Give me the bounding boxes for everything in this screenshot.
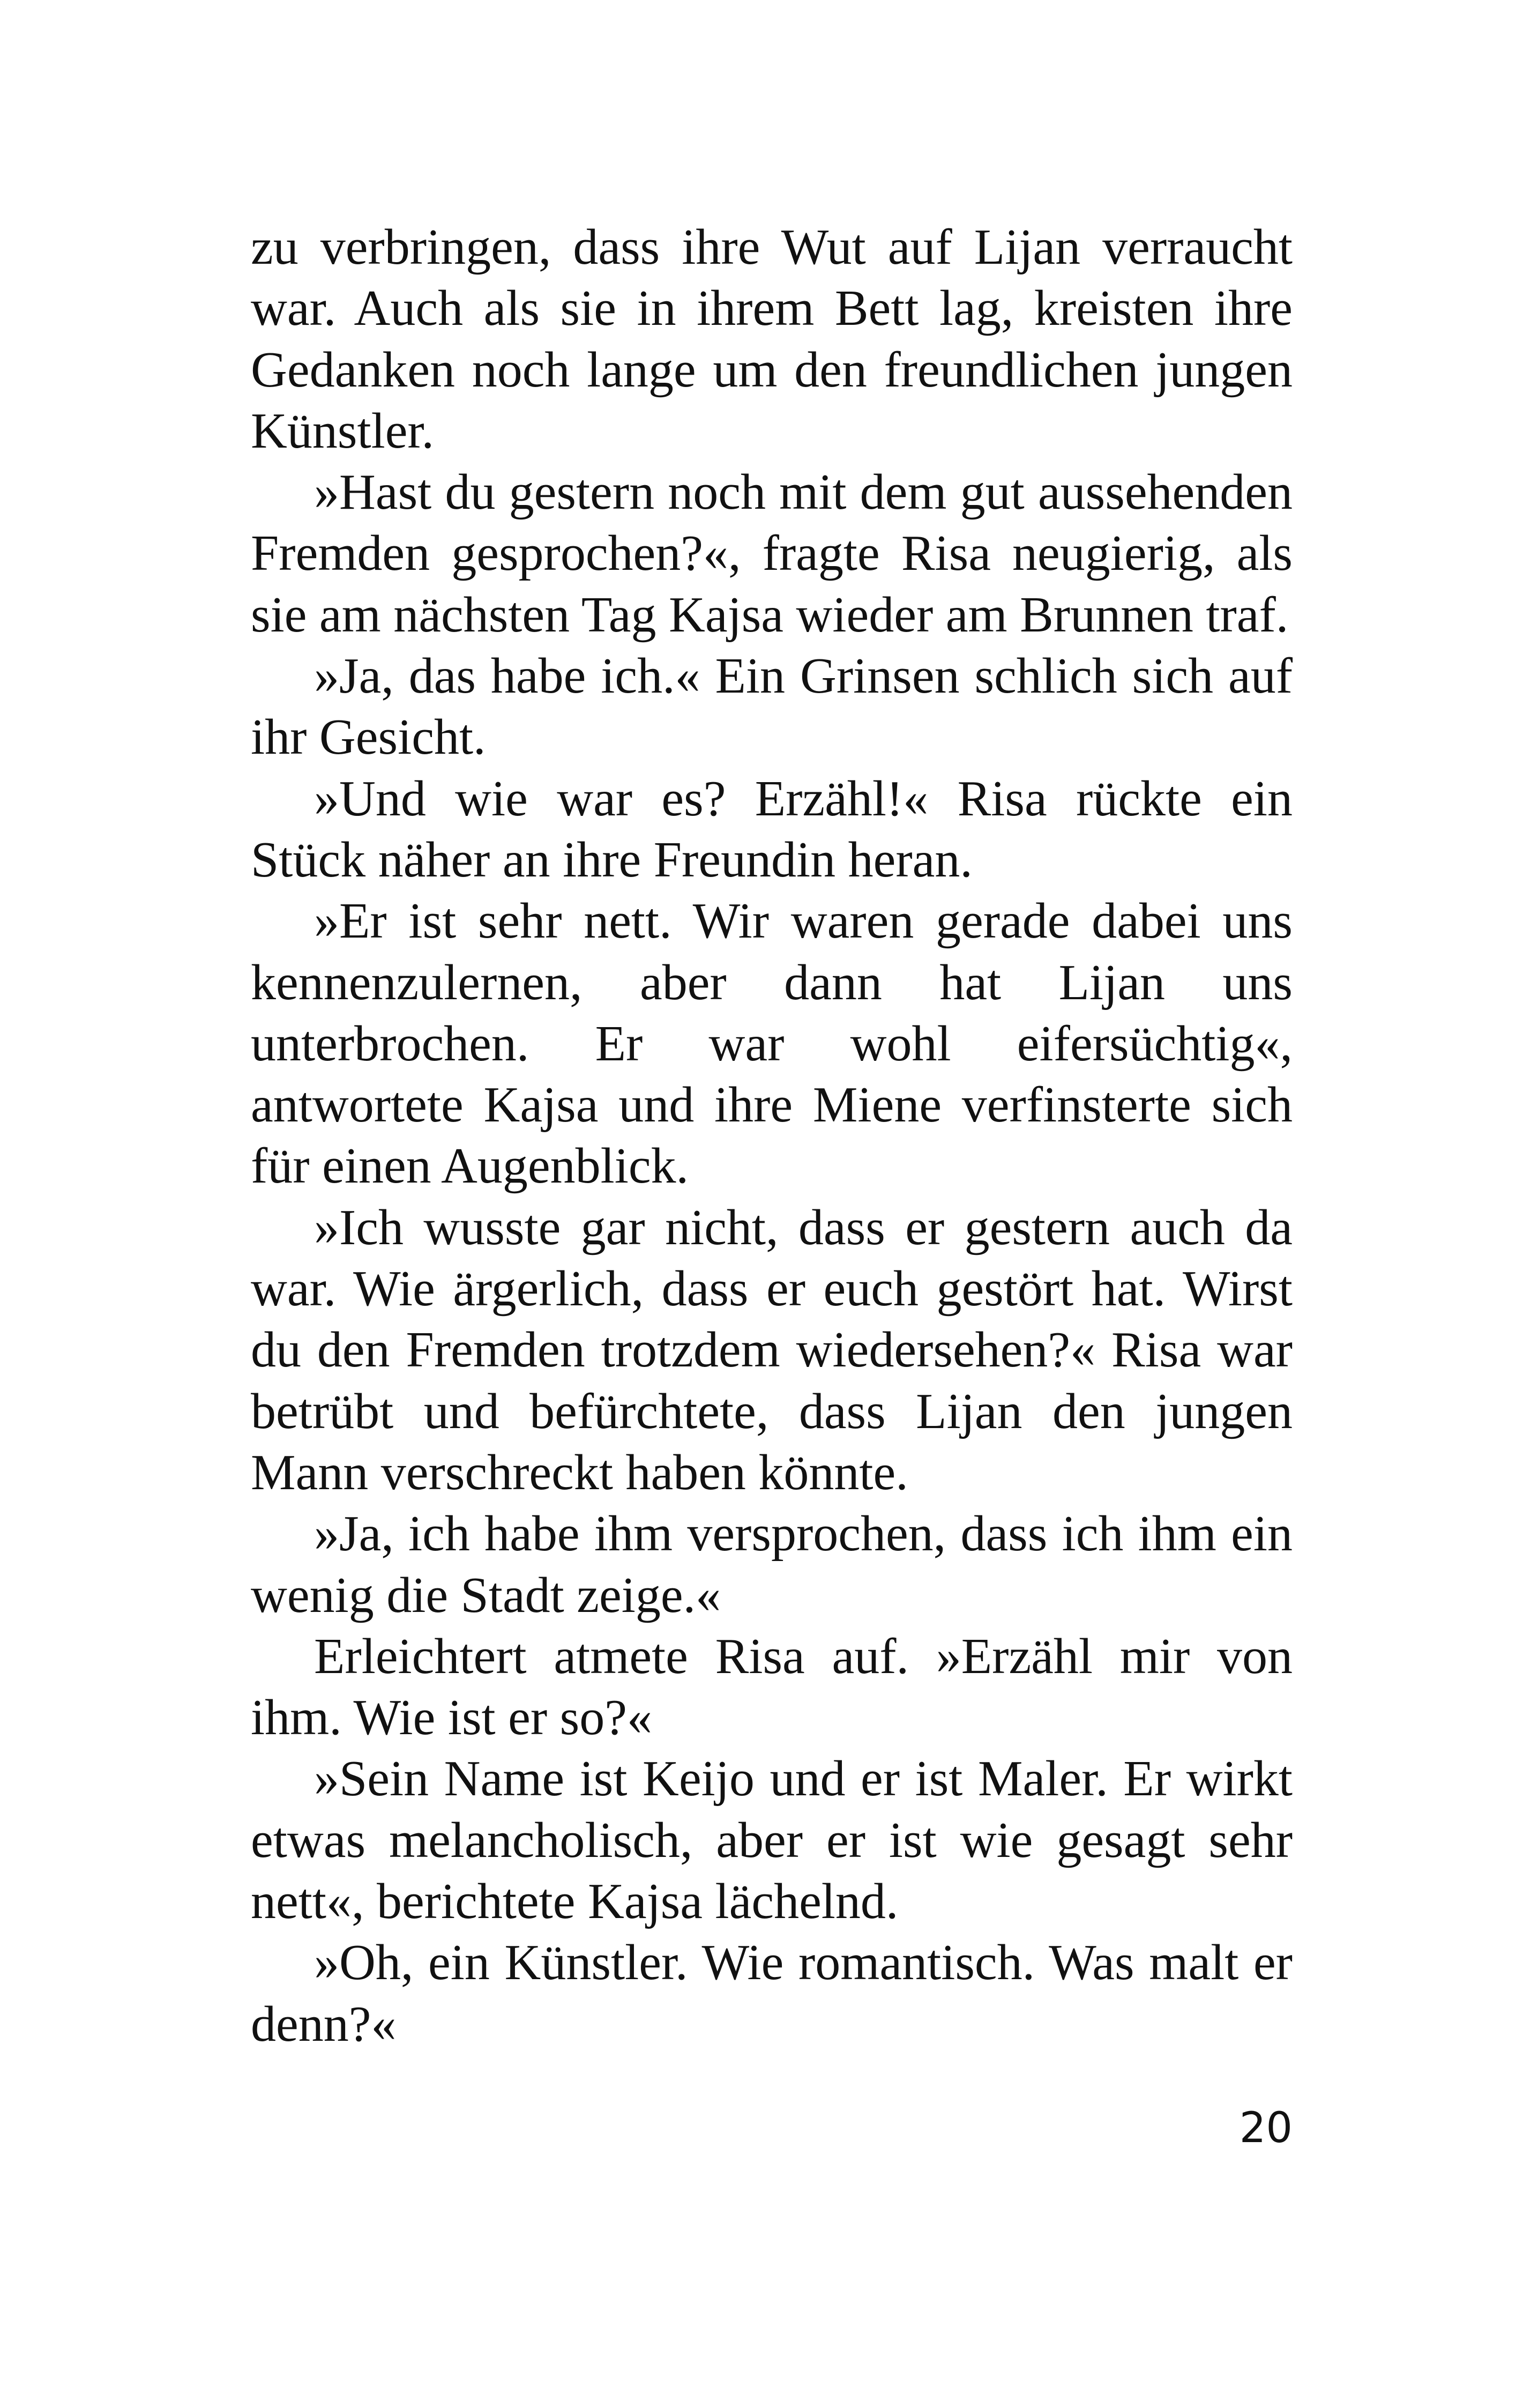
paragraph-8: Erleichtert atmete Risa auf. »Erzähl mir von ihm. Wie ist er so?« [251, 1628, 1293, 1746]
paragraph-5: »Er ist sehr nett. Wir waren gerade dabei uns kennenzulernen, aber dann hat Lijan uns unterbrochen. Er war wohl eifersüchtig«, antwortete Kajsa und ihre Miene verfinsterte sich für einen Augenblick. [251, 893, 1293, 1194]
paragraph-7: »Ja, ich habe ihm versprochen, dass ich ihm ein wenig die Stadt zeige.« [251, 1506, 1293, 1623]
paragraph-10: »Oh, ein Künstler. Wie romantisch. Was malt er denn?« [251, 1935, 1293, 2052]
body-text [251, 217, 1293, 2055]
paragraph-9: »Sein Name ist Keijo und er ist Maler. Er wirkt etwas melancholisch, aber er ist wie gesagt sehr nett«, berichtete Kajsa lächelnd. [251, 1751, 1293, 1930]
paragraph-2: »Hast du gestern noch mit dem gut aussehenden Fremden gesprochen?«, fragte Risa neugierig, als sie am nächsten Tag Kajsa wieder am Brunnen traf. [251, 464, 1293, 643]
paragraph-1: zu verbringen, dass ihre Wut auf Lijan verraucht war. Auch als sie in ihrem Bett lag, kreisten ihre Gedanken noch lange um den freundlichen jungen Künstler. [251, 219, 1293, 459]
page-number: 20 [1239, 2104, 1293, 2152]
paragraph-6: »Ich wusste gar nicht, dass er gestern auch da war. Wie ärgerlich, dass er euch gestört hat. Wirst du den Fremden trotzdem wiedersehen?« Risa war betrübt und befürchtete, dass Lijan den jungen Mann verschreckt haben könnte. [251, 1199, 1293, 1500]
paragraph-3: »Ja, das habe ich.« Ein Grinsen schlich sich auf ihr Gesicht. [251, 648, 1293, 765]
paragraph-4: »Und wie war es? Erzähl!« Risa rückte ein Stück näher an ihre Freundin heran. [251, 770, 1293, 888]
